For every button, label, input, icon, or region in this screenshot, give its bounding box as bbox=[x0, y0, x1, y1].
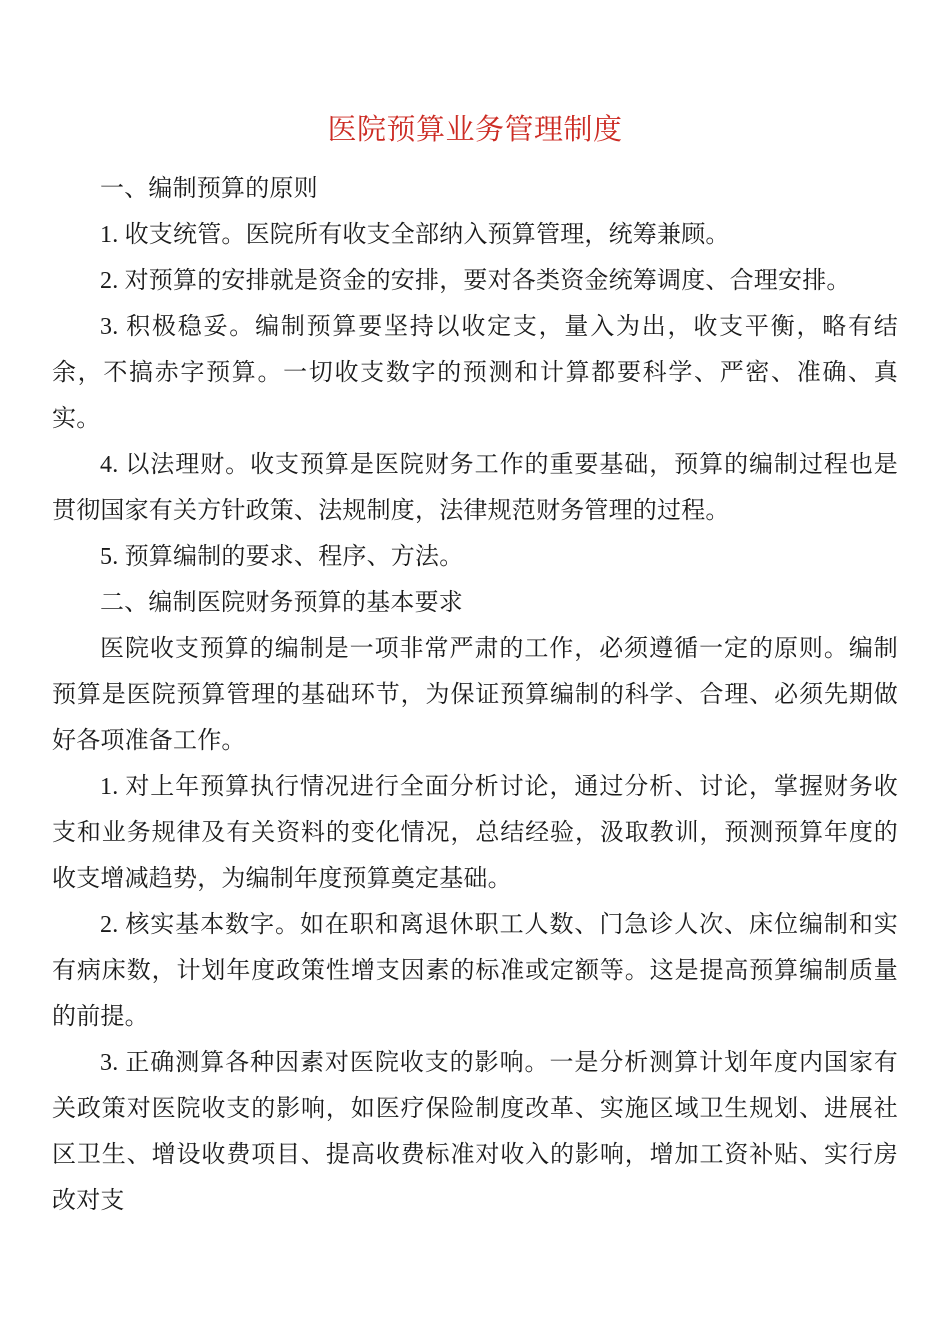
document-body bbox=[52, 0, 898, 1224]
principle-3: 3. 积极稳妥。编制预算要坚持以收定支，量入为出，收支平衡，略有结余，不搞赤字预算。一切收支数字的预测和计算都要科学、严密、准确、真实。 bbox=[52, 314, 898, 432]
requirement-2: 2. 核实基本数字。如在职和离退休职工人数、门急诊人次、床位编制和实有病床数，计划年度政策性增支因素的标准或定额等。这是提高预算编制质量的前提。 bbox=[52, 912, 898, 1030]
principle-2: 2. 对预算的安排就是资金的安排，要对各类资金统筹调度、合理安排。 bbox=[100, 268, 851, 294]
section-2-intro: 医院收支预算的编制是一项非常严肃的工作，必须遵循一定的原则。编制预算是医院预算管理的基础环节，为保证预算编制的科学、合理、必须先期做好各项准备工作。 bbox=[52, 636, 898, 754]
section-2-heading: 二、编制医院财务预算的基本要求 bbox=[100, 590, 463, 616]
requirement-1: 1. 对上年预算执行情况进行全面分析讨论，通过分析、讨论，掌握财务收支和业务规律及有关资料的变化情况，总结经验，汲取教训，预测预算年度的收支增减趋势，为编制年度预算奠定基础。 bbox=[52, 774, 898, 892]
document-content bbox=[52, 166, 898, 1224]
page-title: 医院预算业务管理制度 bbox=[327, 114, 623, 146]
section-1-heading: 一、编制预算的原则 bbox=[100, 176, 318, 202]
requirement-3: 3. 正确测算各种因素对医院收支的影响。一是分析测算计划年度内国家有关政策对医院收支的影响，如医疗保险制度改革、实施区域卫生规划、进展社区卫生、增设收费项目、提高收费标准对收入的影响，增加工资补贴、实行房改对支 bbox=[52, 1050, 898, 1214]
principle-5: 5. 预算编制的要求、程序、方法。 bbox=[100, 544, 464, 570]
principle-1: 1. 收支统管。医院所有收支全部纳入预算管理，统筹兼顾。 bbox=[100, 222, 730, 248]
principle-4: 4. 以法理财。收支预算是医院财务工作的重要基础，预算的编制过程也是贯彻国家有关方针政策、法规制度，法律规范财务管理的过程。 bbox=[52, 452, 898, 524]
